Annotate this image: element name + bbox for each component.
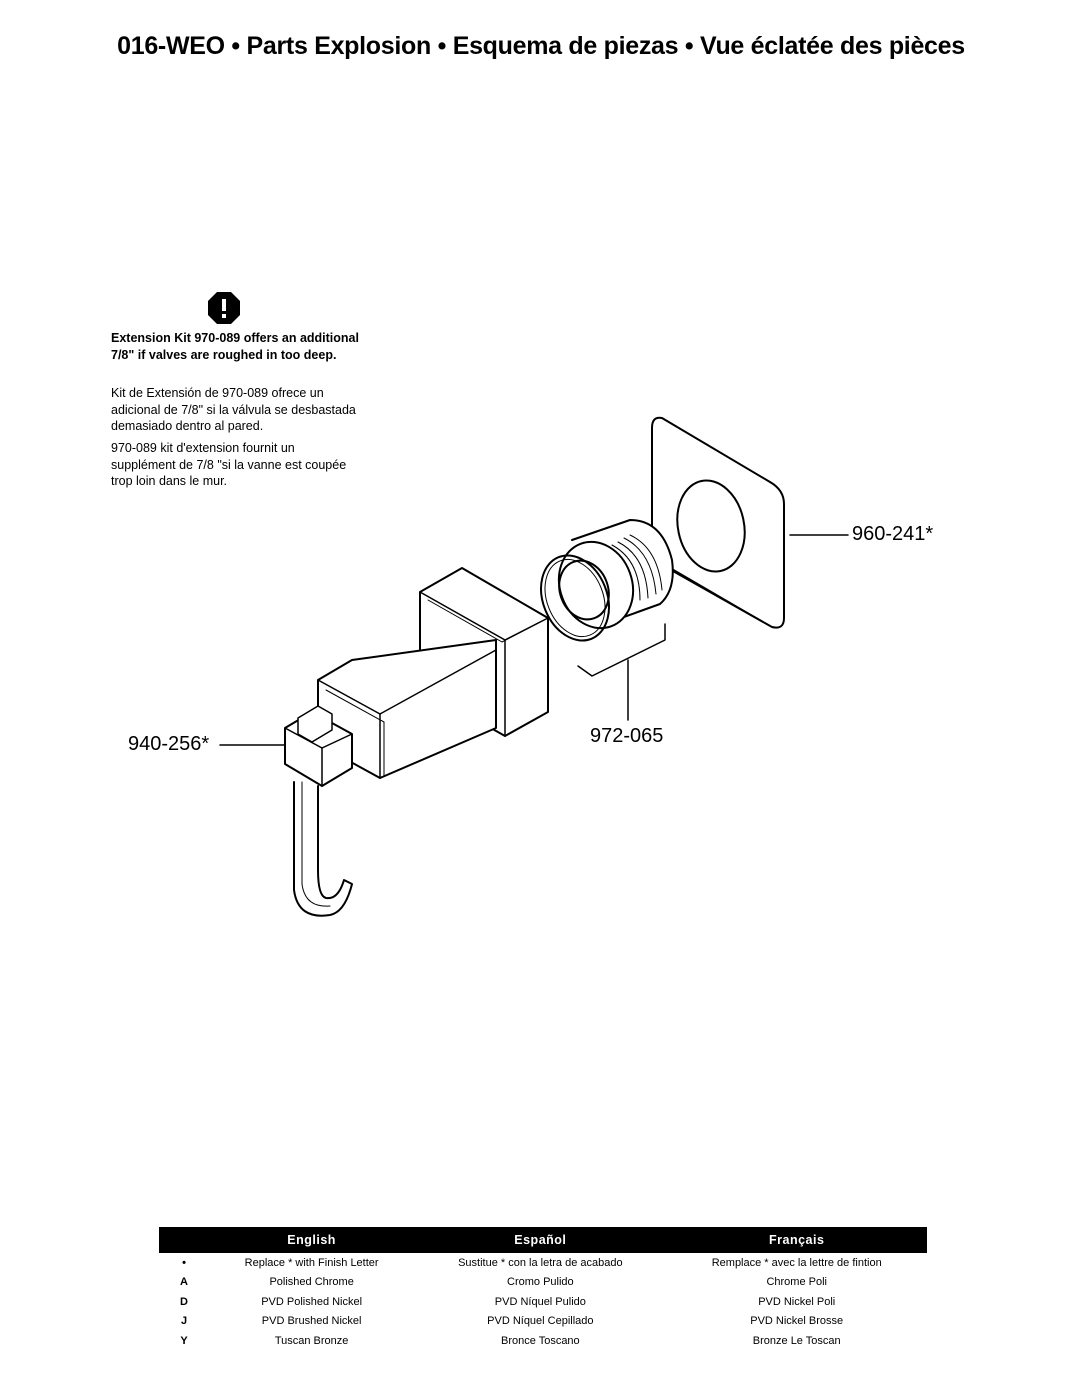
cartridge-body [547, 520, 673, 639]
note-english: Extension Kit 970-089 offers an additional 7/8" if valves are roughed in too deep. [111, 331, 359, 362]
part-label-trim-plate: 960-241* [852, 523, 934, 545]
finish-code: • [182, 1256, 186, 1269]
finish-code: D [180, 1295, 188, 1308]
note-french: 970-089 kit d'extension fournit un supplément de 7/8 "si la vanne est coupée trop loin dans le mur. [111, 441, 347, 488]
header-spanish: Español [414, 1227, 666, 1253]
table-row [159, 1292, 927, 1312]
header-english: English [209, 1227, 414, 1253]
finish-english: PVD Brushed Nickel [261, 1315, 362, 1328]
finish-english: PVD Polished Nickel [261, 1295, 363, 1308]
table-row [159, 1273, 927, 1293]
finish-french: Chrome Poli [766, 1276, 827, 1289]
finish-table [159, 1227, 927, 1351]
table-row [159, 1331, 927, 1351]
finish-english: Tuscan Bronze [274, 1334, 349, 1347]
lever-handle [285, 706, 352, 916]
finish-english: Polished Chrome [269, 1276, 354, 1289]
trim-plate [652, 418, 784, 628]
finish-spanish: Cromo Pulido [507, 1276, 574, 1289]
part-label-handle: 940-256* [128, 733, 210, 755]
page-title: 016-WEO • Parts Explosion • Esquema de piezas • Vue éclatée des pièces [117, 32, 965, 60]
note-spanish: Kit de Extensión de 970-089 ofrece un adicional de 7/8" si la válvula se desbastada demasiado dentro al pared. [111, 386, 356, 433]
finish-spanish: PVD Níquel Pulido [494, 1295, 586, 1308]
table-row [159, 1253, 927, 1273]
finish-code: A [180, 1276, 188, 1289]
finish-french: PVD Nickel Brosse [750, 1315, 844, 1328]
finish-french: PVD Nickel Poli [758, 1295, 836, 1308]
finish-table-header [159, 1227, 927, 1253]
finish-french: Bronze Le Toscan [752, 1334, 841, 1347]
finish-spanish: Bronce Toscano [500, 1334, 580, 1347]
finish-english: Replace * with Finish Letter [244, 1256, 379, 1269]
part-label-cartridge-kit: 972-065 [590, 725, 664, 747]
finish-french: Remplace * avec la lettre de fintion [711, 1256, 882, 1269]
finish-spanish: PVD Níquel Cepillado [487, 1315, 594, 1328]
finish-spanish: Sustitue * con la letra de acabado [458, 1256, 623, 1269]
table-row [159, 1312, 927, 1332]
finish-code: J [180, 1315, 188, 1328]
header-code [159, 1227, 209, 1253]
finish-code: Y [180, 1334, 188, 1347]
header-french: Français [666, 1227, 927, 1253]
